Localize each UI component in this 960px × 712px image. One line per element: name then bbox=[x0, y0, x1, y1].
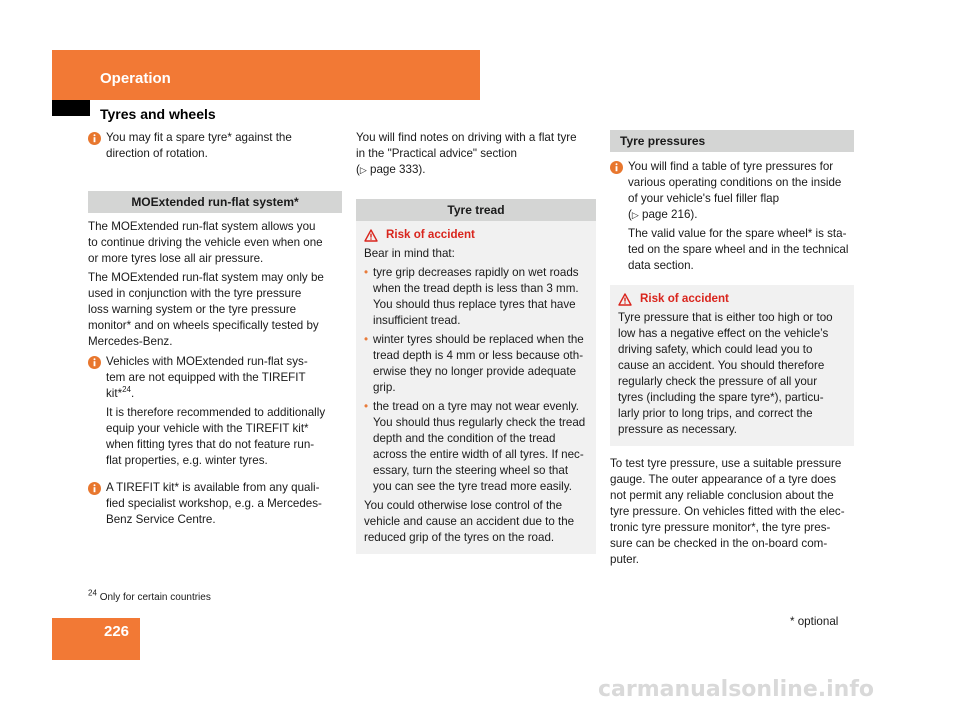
paragraph: The MOExtended run-flat system may only be used in conjunction with the tyre pressure loss warning system or the tyre pressure monitor* and on wheels specifically tested by Mercedes-Benz. bbox=[88, 271, 324, 348]
section-heading: Tyre tread bbox=[356, 199, 596, 221]
page-subtitle: Tyres and wheels bbox=[100, 106, 216, 122]
list-item: • tyre grip decreases rapidly on wet roads when the tread depth is less than 3 mm. You should thus replace tyres that have insufficient tread. bbox=[364, 266, 579, 327]
section-title: Operation bbox=[100, 70, 171, 87]
page-ref-arrow-icon: ▷ bbox=[359, 165, 367, 175]
warning-title: Risk of accident bbox=[364, 227, 590, 243]
column-right bbox=[610, 130, 854, 571]
header-marker bbox=[52, 100, 90, 116]
warning-triangle-icon bbox=[364, 229, 378, 242]
list-item: • the tread on a tyre may not wear evenly. You should thus regularly check the tread depth and the condition of the tread across the entire width of all tyres. If nec- essary, turn the steering wheel so that you can see the tyre tread more easily. bbox=[364, 400, 586, 493]
text-line: You may fit a spare tyre* against the bbox=[106, 131, 292, 144]
column-middle bbox=[356, 130, 596, 554]
warning-box bbox=[356, 221, 596, 554]
text-line: direction of rotation. bbox=[106, 147, 208, 160]
section-heading: MOExtended run-flat system* bbox=[88, 191, 342, 213]
info-icon bbox=[88, 482, 101, 495]
warning-triangle-icon bbox=[618, 293, 632, 306]
paragraph: The MOExtended run-flat system allows you to continue driving the vehicle even when one or more tyres lose all air pressure. bbox=[88, 220, 323, 265]
paragraph: To test tyre pressure, use a suitable pressure gauge. The outer appearance of a tyre does not permit any reliable conclusion about the tyre pressure. On vehicles fitted with the elec- tronic tyre pressure monitor*, the tyre pres- sure can be checked in the on-board com- puter. bbox=[610, 457, 845, 566]
column-left bbox=[88, 130, 342, 531]
info-note: Vehicles with MOExtended run-flat sys- tem are not equipped with the TIREFIT kit*$^{24}$. It is therefore recommended to additionally equip your vehicle with the TIREFIT kit* when fitting tyres that do not feature run- flat properties, e.g. winter tyres. bbox=[88, 354, 342, 472]
paragraph: You could otherwise lose control of the vehicle and cause an accident due to the reduced grip of the tyres on the road. bbox=[364, 499, 575, 544]
page-number: 226 bbox=[104, 623, 130, 640]
list-item: • winter tyres should be replaced when the tread depth is 4 mm or less because oth- erwise they no longer provide adequate grip. bbox=[364, 333, 584, 394]
paragraph: Tyre pressure that is either too high or too low has a negative effect on the vehicle’s driving safety, which could lead you to cause an accident. You should therefore regularly check the pressure of all your tyres (including the spare tyre*), particu- larly prior to long trips, and correct the pressure as necessary. bbox=[618, 311, 833, 436]
info-note: A TIREFIT kit* is available from any quali- fied specialist workshop, e.g. a Mercedes- Benz Service Centre. bbox=[88, 480, 342, 531]
info-note: You will find a table of tyre pressures for various operating conditions on the inside of your vehicle's fuel filler flap (▷ page 216). The valid value for the spare wheel* is sta- ted on the spare wheel and in the technical data section. bbox=[610, 159, 854, 277]
info-icon bbox=[88, 356, 101, 369]
paragraph: Bear in mind that: bbox=[364, 247, 455, 260]
warning-box bbox=[610, 285, 854, 446]
warning-title: Risk of accident bbox=[618, 291, 848, 307]
watermark: carmanualsonline.info bbox=[598, 677, 874, 702]
optional-note: * optional bbox=[790, 615, 839, 628]
footnote: $^{24}$ Only for certain countries bbox=[88, 588, 211, 603]
paragraph: You will find notes on driving with a flat tyre in the "Practical advice" section (▷ page 333). bbox=[356, 131, 577, 176]
section-heading: Tyre pressures bbox=[610, 130, 854, 152]
info-icon bbox=[610, 161, 623, 174]
info-icon bbox=[88, 132, 101, 145]
page-ref-arrow-icon: ▷ bbox=[631, 210, 639, 220]
info-note bbox=[88, 130, 342, 165]
